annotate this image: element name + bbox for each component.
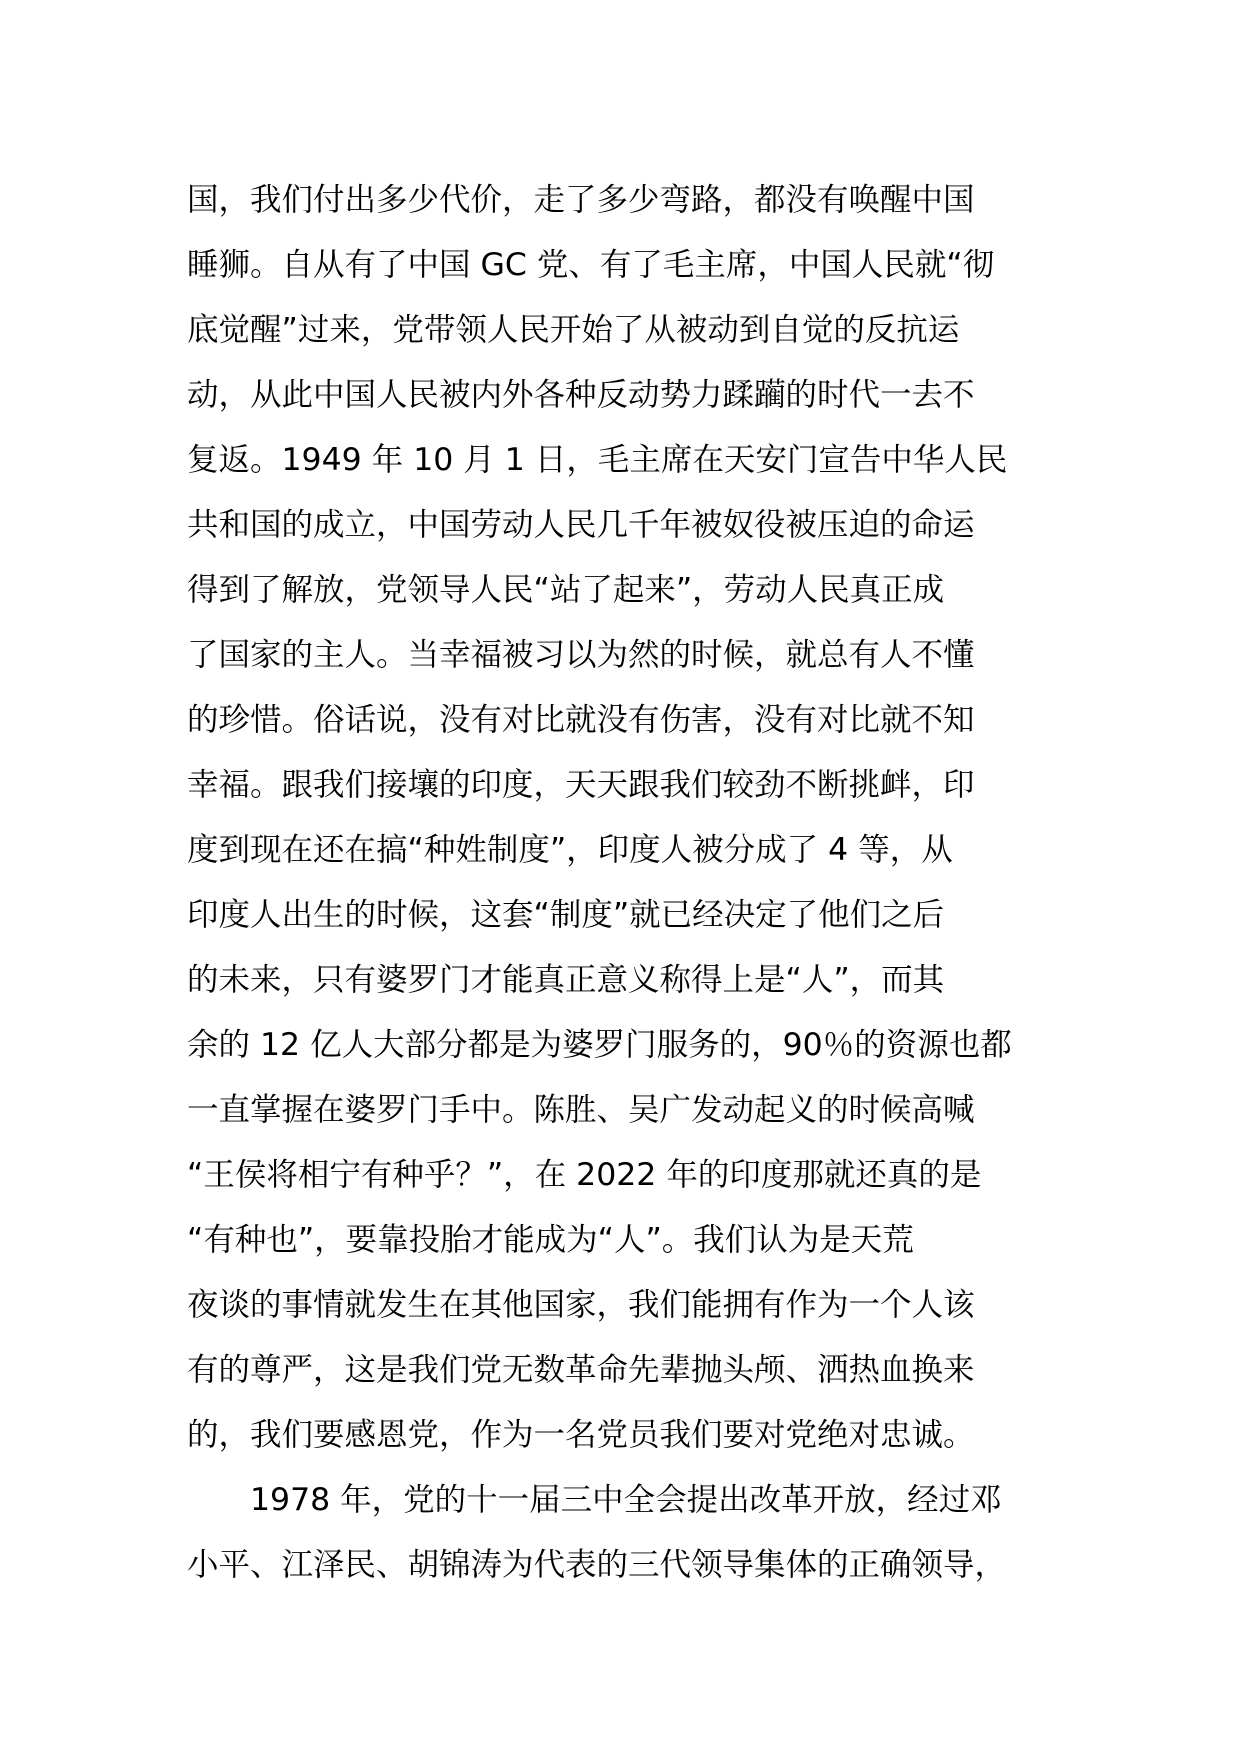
- text-line: 有的尊严，这是我们党无数革命先辈抛头颅、洒热血换来: [187, 1352, 975, 1388]
- text-line: 的未来，只有婆罗门才能真正意义称得上是“人”，而其: [187, 962, 945, 998]
- text-line: 底觉醒”过来，党带领人民开始了从被动到自觉的反抗运: [187, 312, 960, 348]
- text-line: “有种也”，要靠投胎才能成为“人”。我们认为是天荒: [187, 1222, 914, 1258]
- text-line: “王侯将相宁有种乎？”，在 2022 年的印度那就还真的是: [187, 1157, 982, 1193]
- text-line: 动，从此中国人民被内外各种反动势力蹂躏的时代一去不: [187, 377, 975, 413]
- text-line: 幸福。跟我们接壤的印度，天天跟我们较劲不断挑衅，印: [187, 767, 975, 803]
- text-line: 得到了解放，党领导人民“站了起来”，劳动人民真正成: [187, 572, 945, 608]
- text-line: 共和国的成立，中国劳动人民几千年被奴役被压迫的命运: [187, 507, 975, 543]
- text-line: 余的 12 亿人大部分都是为婆罗门服务的，90％的资源也都: [187, 1027, 1012, 1063]
- text-line: 国，我们付出多少代价，走了多少弯路，都没有唤醒中国: [187, 182, 975, 218]
- text-line: 一直掌握在婆罗门手中。陈胜、吴广发动起义的时候高喊: [187, 1092, 975, 1128]
- paragraph-start-line: 1978 年，党的十一届三中全会提出改革开放，经过邓: [187, 1482, 1002, 1518]
- text-line: 睡狮。自从有了中国 GC 党、有了毛主席，中国人民就“彻: [187, 247, 995, 283]
- text-line: 复返。1949 年 10 月 1 日，毛主席在天安门宣告中华人民: [187, 442, 1008, 478]
- text-line: 了国家的主人。当幸福被习以为然的时候，就总有人不懂: [187, 637, 975, 673]
- text-line: 印度人出生的时候，这套“制度”就已经决定了他们之后: [187, 897, 945, 933]
- text-line: 夜谈的事情就发生在其他国家，我们能拥有作为一个人该: [187, 1287, 975, 1323]
- text-line: 的珍惜。俗话说，没有对比就没有伤害，没有对比就不知: [187, 702, 975, 738]
- text-line: 小平、江泽民、胡锦涛为代表的三代领导集体的正确领导，: [187, 1547, 1007, 1583]
- body-text: [187, 168, 1067, 1598]
- text-line: 的，我们要感恩党，作为一名党员我们要对党绝对忠诚。: [187, 1417, 975, 1453]
- text-line: 度到现在还在搞“种姓制度”，印度人被分成了 4 等，从: [187, 832, 953, 868]
